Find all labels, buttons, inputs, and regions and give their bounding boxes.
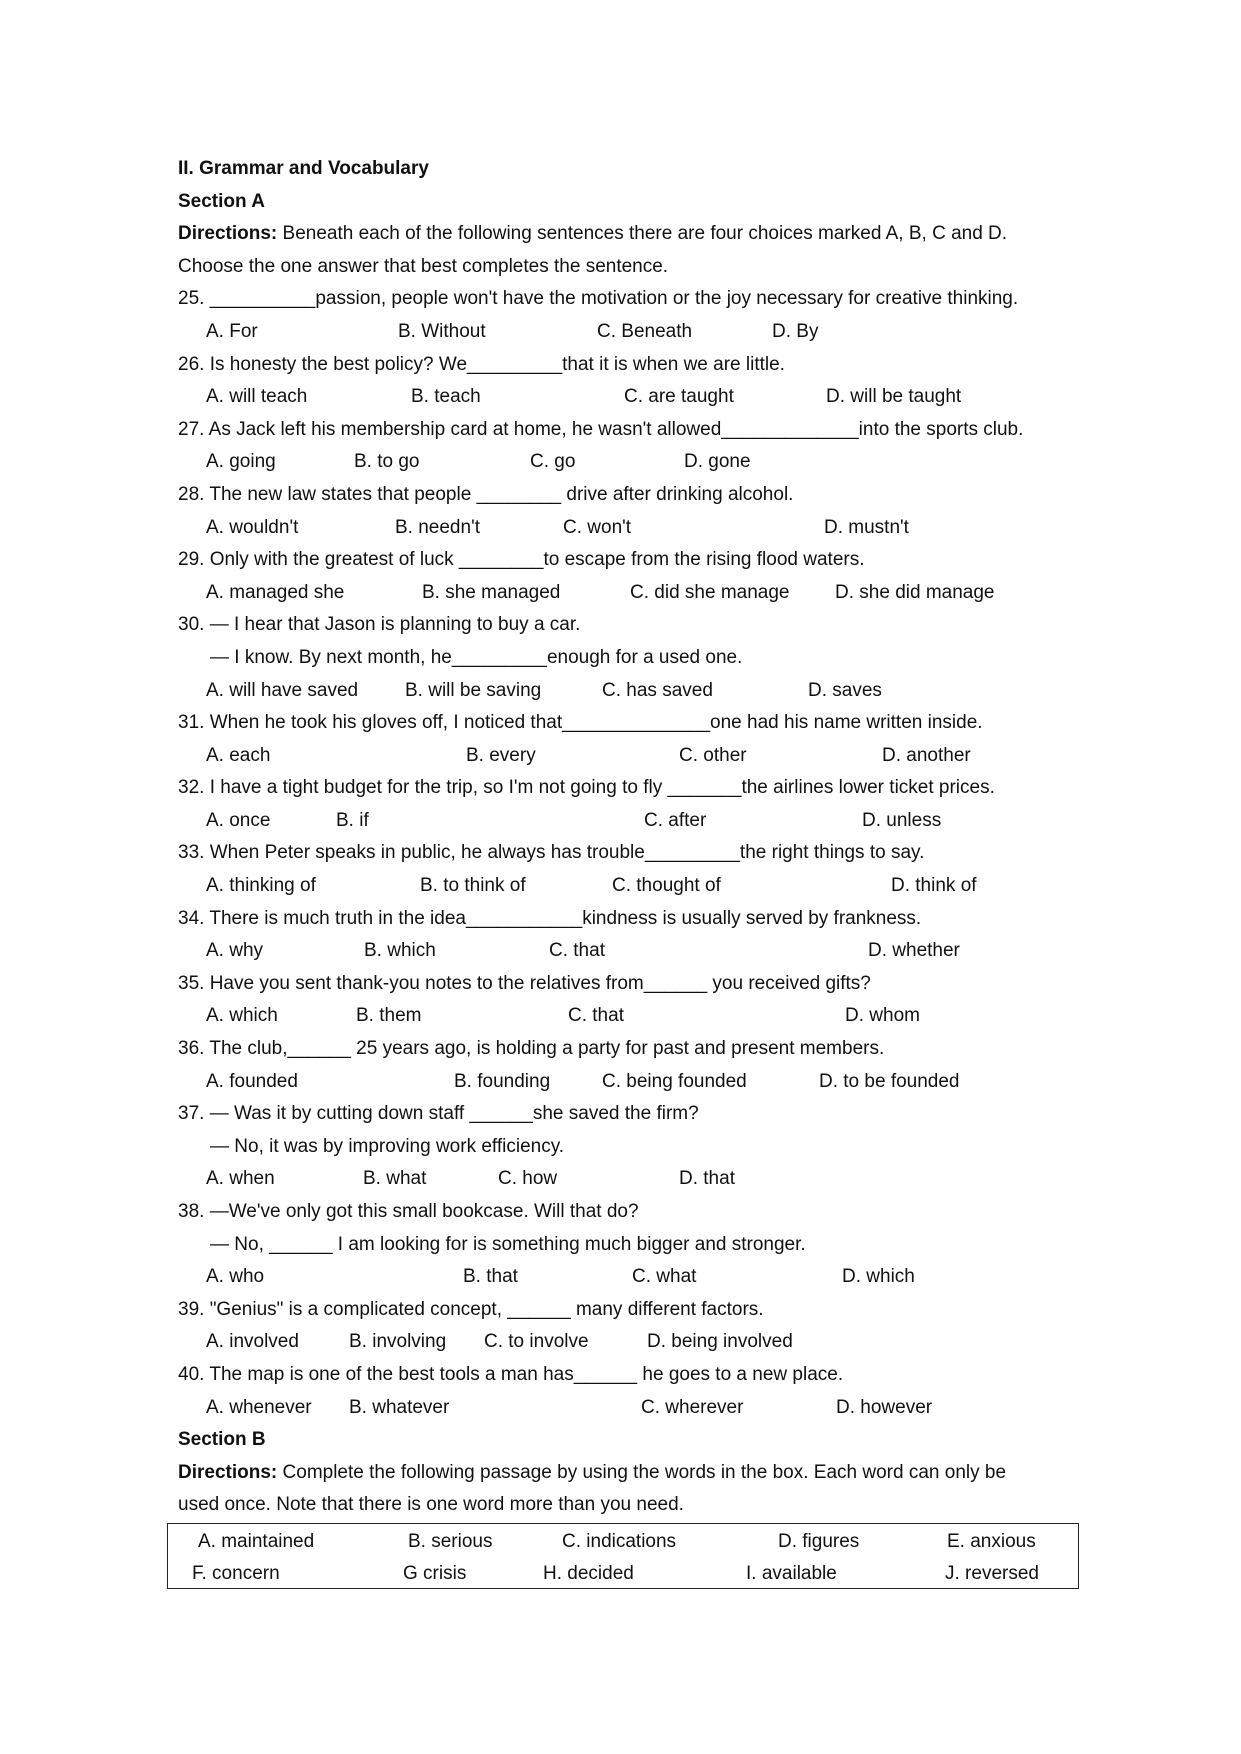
- question-stem: 30. — I hear that Jason is planning to buy a car.: [178, 614, 581, 636]
- answer-option[interactable]: A. who: [206, 1266, 265, 1288]
- word-option: I. available: [746, 1563, 837, 1584]
- answer-option[interactable]: A. whenever: [206, 1396, 312, 1418]
- word-option: C. indications: [562, 1531, 677, 1552]
- answer-option[interactable]: D. that: [679, 1168, 735, 1190]
- question-item: [178, 1196, 1078, 1294]
- answer-option[interactable]: C. what: [632, 1266, 697, 1288]
- answer-options: [178, 675, 1078, 708]
- word-option: B. serious: [408, 1531, 493, 1552]
- question-stem: 33. When Peter speaks in public, he always has trouble_________the right things to say.: [178, 842, 925, 864]
- answer-option[interactable]: C. after: [644, 809, 707, 831]
- answer-options: [178, 935, 1078, 968]
- question-stem: 36. The club,______ 25 years ago, is holding a party for past and present members.: [178, 1038, 885, 1060]
- answer-options: [178, 1261, 1078, 1294]
- answer-option[interactable]: B. every: [466, 744, 536, 766]
- question-stem: 39. "Genius" is a complicated concept, ______ many different factors.: [178, 1298, 764, 1320]
- question-item: [178, 283, 1078, 348]
- question-item: [178, 772, 1078, 837]
- answer-option[interactable]: A. will have saved: [206, 679, 359, 701]
- answer-option[interactable]: A. involved: [206, 1331, 299, 1353]
- word-box-row: [168, 1558, 1078, 1590]
- question-item: [178, 349, 1078, 414]
- answer-option[interactable]: B. involving: [349, 1331, 447, 1353]
- answer-option[interactable]: D. which: [842, 1266, 915, 1288]
- worksheet: [178, 153, 1078, 1522]
- question-stem: 34. There is much truth in the idea___________kindness is usually served by frankness.: [178, 907, 922, 929]
- answer-option[interactable]: B. whatever: [349, 1396, 450, 1418]
- question-stem: 38. —We've only got this small bookcase. Will that do?: [178, 1201, 639, 1222]
- answer-option[interactable]: B. will be saving: [405, 679, 542, 701]
- question-stem: 31. When he took his gloves off, I noticed that______________one had his name written inside.: [178, 712, 983, 734]
- answer-option[interactable]: A. managed she: [206, 581, 345, 603]
- answer-option[interactable]: D. being involved: [647, 1331, 793, 1353]
- answer-option[interactable]: A. when: [206, 1168, 275, 1190]
- answer-option[interactable]: D. however: [836, 1396, 933, 1418]
- question-item: [178, 1359, 1078, 1424]
- dialogue-line: — I know. By next month, he_________enough for a used one.: [210, 646, 743, 668]
- answer-option[interactable]: B. needn't: [395, 516, 480, 538]
- answer-option[interactable]: D. another: [882, 744, 971, 766]
- answer-option[interactable]: C. are taught: [624, 386, 734, 408]
- word-box: [167, 1523, 1079, 1589]
- answer-option[interactable]: C. being founded: [602, 1070, 747, 1092]
- answer-option[interactable]: B. to think of: [420, 875, 526, 897]
- answer-options: [178, 1392, 1078, 1425]
- question-item: [178, 1294, 1078, 1359]
- answer-option[interactable]: B. that: [463, 1266, 518, 1288]
- answer-option[interactable]: B. she managed: [422, 581, 561, 603]
- answer-option[interactable]: D. will be taught: [826, 386, 962, 408]
- question-stem: 25. __________passion, people won't have the motivation or the joy necessary for creative thinking.: [178, 288, 1019, 310]
- answer-option[interactable]: C. Beneath: [597, 320, 693, 342]
- answer-options: [178, 805, 1078, 838]
- question-item: [178, 1098, 1078, 1196]
- answer-option[interactable]: C. go: [530, 451, 576, 473]
- word-option: D. figures: [778, 1531, 860, 1552]
- answer-option[interactable]: A. For: [206, 320, 258, 342]
- answer-options: [178, 446, 1078, 479]
- answer-option[interactable]: A. once: [206, 809, 271, 831]
- word-option: A. maintained: [198, 1531, 315, 1552]
- word-option: F. concern: [192, 1563, 280, 1584]
- answer-option[interactable]: D. unless: [862, 809, 942, 831]
- question-stem: 32. I have a tight budget for the trip, so I'm not going to fly _______the airlines lower ticket prices.: [178, 777, 995, 799]
- answer-option[interactable]: D. mustn't: [824, 516, 909, 538]
- answer-option[interactable]: A. founded: [206, 1070, 298, 1092]
- answer-option[interactable]: A. each: [206, 744, 271, 766]
- answer-option[interactable]: B. teach: [411, 386, 481, 408]
- answer-option[interactable]: C. thought of: [612, 875, 721, 897]
- word-option: G crisis: [403, 1563, 467, 1584]
- answer-options: [178, 381, 1078, 414]
- question-item: [178, 968, 1078, 1033]
- question-item: [178, 479, 1078, 544]
- answer-option[interactable]: B. if: [336, 809, 369, 831]
- question-item: [178, 1033, 1078, 1098]
- question-stem: 29. Only with the greatest of luck ________to escape from the rising flood waters.: [178, 549, 865, 571]
- answer-options: [178, 1163, 1078, 1196]
- answer-option[interactable]: C. has saved: [602, 679, 713, 701]
- answer-option[interactable]: D. saves: [808, 679, 882, 701]
- answer-option[interactable]: A. will teach: [206, 386, 308, 408]
- section-b-title: Section B: [178, 1429, 266, 1451]
- answer-options: [178, 740, 1078, 773]
- question-item: [178, 544, 1078, 609]
- section-b-directions: [178, 1457, 1078, 1490]
- question-list: [178, 283, 1078, 1424]
- question-item: [178, 837, 1078, 902]
- answer-option[interactable]: B. what: [363, 1168, 427, 1190]
- question-stem: 35. Have you sent thank-you notes to the relatives from______ you received gifts?: [178, 972, 871, 994]
- answer-option[interactable]: D. think of: [891, 875, 977, 897]
- answer-option[interactable]: C. that: [549, 940, 605, 962]
- question-stem: 27. As Jack left his membership card at home, he wasn't allowed_____________into the sports club.: [178, 418, 1024, 440]
- answer-options: [178, 1326, 1078, 1359]
- word-box-row: [168, 1526, 1078, 1558]
- section-b-directions-cont: used once. Note that there is one word more than you need.: [178, 1494, 684, 1516]
- dialogue-line: — No, it was by improving work efficiency.: [210, 1135, 565, 1157]
- answer-options: [178, 512, 1078, 545]
- answer-option[interactable]: C. wherever: [641, 1396, 744, 1418]
- answer-option[interactable]: A. wouldn't: [206, 516, 299, 538]
- question-stem: 37. — Was it by cutting down staff ______she saved the firm?: [178, 1103, 699, 1125]
- word-option: J. reversed: [945, 1563, 1039, 1584]
- answer-option[interactable]: D. whom: [845, 1005, 920, 1027]
- answer-option[interactable]: D. whether: [868, 940, 960, 962]
- answer-options: [178, 1000, 1078, 1033]
- question-stem: 40. The map is one of the best tools a man has______ he goes to a new place.: [178, 1363, 844, 1385]
- answer-options: [178, 577, 1078, 610]
- answer-options: [178, 870, 1078, 903]
- answer-option[interactable]: A. which: [206, 1005, 278, 1027]
- directions-text: Complete the following passage by using the words in the box. Each word can only be: [277, 1461, 1007, 1483]
- question-stem: 28. The new law states that people ________ drive after drinking alcohol.: [178, 483, 794, 505]
- answer-options: [178, 1066, 1078, 1099]
- answer-options: [178, 316, 1078, 349]
- answer-option[interactable]: A. thinking of: [206, 875, 316, 897]
- dialogue-line: — No, ______ I am looking for is something much bigger and stronger.: [210, 1233, 806, 1255]
- answer-option[interactable]: D. gone: [684, 451, 751, 473]
- answer-option[interactable]: B. to go: [354, 451, 420, 473]
- answer-option[interactable]: A. why: [206, 940, 264, 962]
- section-a-directions: [178, 218, 1078, 251]
- answer-option[interactable]: B. Without: [398, 320, 486, 342]
- section-a-title: Section A: [178, 190, 265, 212]
- answer-option[interactable]: C. other: [679, 744, 747, 766]
- answer-option[interactable]: B. which: [364, 940, 436, 962]
- answer-option[interactable]: C. that: [568, 1005, 624, 1027]
- question-item: [178, 707, 1078, 772]
- question-stem: 26. Is honesty the best policy? We_________that it is when we are little.: [178, 353, 785, 375]
- word-option: E. anxious: [947, 1531, 1036, 1552]
- answer-option[interactable]: B. founding: [454, 1070, 551, 1092]
- answer-option[interactable]: A. going: [206, 451, 276, 473]
- answer-option[interactable]: C. did she manage: [630, 581, 790, 603]
- word-option: H. decided: [543, 1563, 634, 1584]
- answer-option[interactable]: C. to involve: [484, 1331, 589, 1353]
- question-item: [178, 903, 1078, 968]
- directions-label: Directions:: [178, 1461, 278, 1483]
- answer-option[interactable]: C. won't: [563, 516, 632, 538]
- answer-option[interactable]: C. how: [498, 1168, 558, 1190]
- section-a-directions-cont: Choose the one answer that best completes the sentence.: [178, 255, 669, 277]
- directions-label: Directions:: [178, 223, 278, 245]
- question-item: [178, 609, 1078, 707]
- answer-option[interactable]: B. them: [356, 1005, 422, 1027]
- directions-text: Beneath each of the following sentences there are four choices marked A, B, C and D.: [277, 223, 1008, 245]
- answer-option[interactable]: D. to be founded: [819, 1070, 960, 1092]
- answer-option[interactable]: D. she did manage: [835, 581, 995, 603]
- answer-option[interactable]: D. By: [772, 320, 819, 342]
- heading: II. Grammar and Vocabulary: [178, 158, 429, 179]
- question-item: [178, 414, 1078, 479]
